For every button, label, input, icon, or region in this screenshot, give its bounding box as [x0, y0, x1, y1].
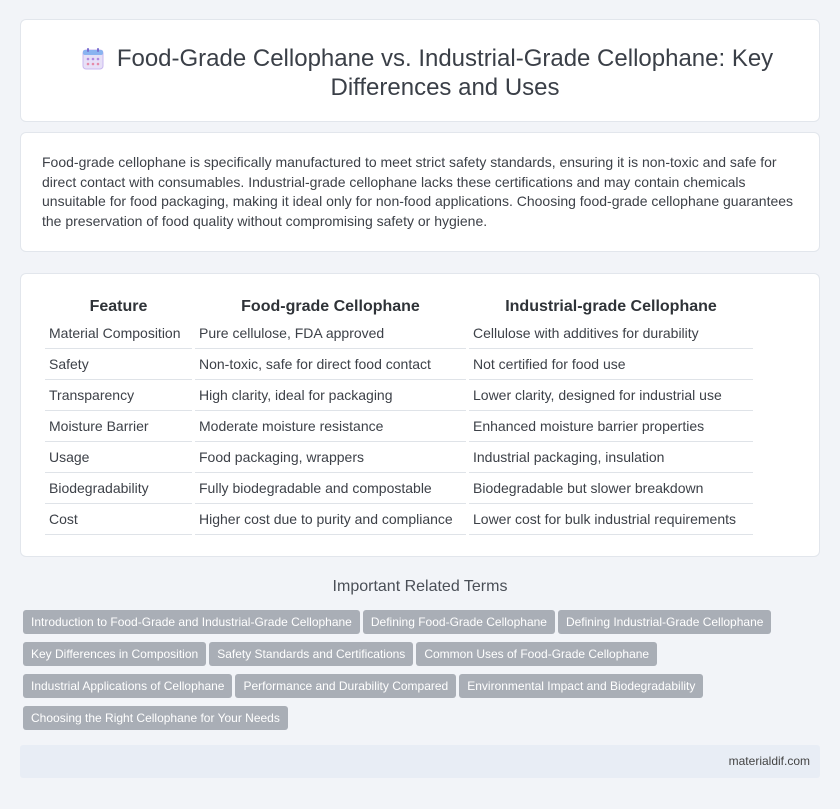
industrial-grade-cell: Industrial packaging, insulation — [469, 442, 753, 473]
table-row — [45, 380, 753, 411]
related-term-tag[interactable]: Key Differences in Composition — [23, 642, 206, 666]
industrial-grade-cell: Cellulose with additives for durability — [469, 318, 753, 349]
page-title: Food-Grade Cellophane vs. Industrial-Grade Cellophane: Key Differences and Uses — [116, 45, 774, 101]
intro-card — [20, 132, 820, 252]
food-grade-cell: Moderate moisture resistance — [195, 411, 466, 442]
food-grade-cell: Non-toxic, safe for direct food contact — [195, 349, 466, 380]
related-term-tag[interactable]: Performance and Durability Compared — [235, 674, 456, 698]
related-terms-title: Important Related Terms — [332, 578, 508, 595]
table-row — [45, 504, 753, 535]
comparison-table — [42, 296, 756, 535]
related-term-tag[interactable]: Defining Industrial-Grade Cellophane — [558, 610, 771, 634]
food-grade-cell: Higher cost due to purity and compliance — [195, 504, 466, 535]
related-term-tag[interactable]: Environmental Impact and Biodegradability — [459, 674, 703, 698]
comparison-card — [20, 273, 820, 557]
header-industrial-grade: Industrial-grade Cellophane — [505, 298, 717, 315]
industrial-grade-cell: Enhanced moisture barrier properties — [469, 411, 753, 442]
food-grade-cell: Pure cellulose, FDA approved — [195, 318, 466, 349]
table-row — [45, 411, 753, 442]
feature-cell: Material Composition — [45, 318, 192, 349]
related-term-tag[interactable]: Choosing the Right Cellophane for Your Needs — [23, 706, 288, 730]
feature-cell: Biodegradability — [45, 473, 192, 504]
related-term-tag[interactable]: Defining Food-Grade Cellophane — [363, 610, 555, 634]
related-terms-list — [23, 610, 803, 738]
table-row — [45, 473, 753, 504]
related-term-tag[interactable]: Safety Standards and Certifications — [209, 642, 413, 666]
related-term-tag[interactable]: Industrial Applications of Cellophane — [23, 674, 232, 698]
industrial-grade-cell: Lower cost for bulk industrial requirements — [469, 504, 753, 535]
title-card — [20, 19, 820, 122]
header-food-grade: Food-grade Cellophane — [241, 298, 420, 315]
food-grade-cell: Fully biodegradable and compostable — [195, 473, 466, 504]
feature-cell: Usage — [45, 442, 192, 473]
footer-site-link[interactable]: materialdif.com — [728, 754, 810, 768]
feature-cell: Transparency — [45, 380, 192, 411]
industrial-grade-cell: Biodegradable but slower breakdown — [469, 473, 753, 504]
industrial-grade-cell: Not certified for food use — [469, 349, 753, 380]
table-row — [45, 349, 753, 380]
related-term-tag[interactable]: Common Uses of Food-Grade Cellophane — [416, 642, 657, 666]
intro-paragraph: Food-grade cellophane is specifically manufactured to meet strict safety standards, ensuring it is non-toxic and safe for direct contact with consumables. Industrial-grade cellophane lacks these certifications and may contain chemicals unsuitable for food packaging, making it ideal only for non-food applications. Choosing food-grade cellophane guarantees the preservation of food quality without compromising safety or hygiene. — [42, 154, 794, 229]
food-grade-cell: Food packaging, wrappers — [195, 442, 466, 473]
industrial-grade-cell: Lower clarity, designed for industrial use — [469, 380, 753, 411]
table-row — [45, 442, 753, 473]
feature-cell: Cost — [45, 504, 192, 535]
table-header-row — [45, 296, 753, 318]
food-grade-cell: High clarity, ideal for packaging — [195, 380, 466, 411]
footer — [20, 745, 820, 778]
related-term-tag[interactable]: Introduction to Food-Grade and Industrial-Grade Cellophane — [23, 610, 360, 634]
feature-cell: Safety — [45, 349, 192, 380]
header-feature: Feature — [89, 298, 148, 315]
table-row — [45, 318, 753, 349]
feature-cell: Moisture Barrier — [45, 411, 192, 442]
